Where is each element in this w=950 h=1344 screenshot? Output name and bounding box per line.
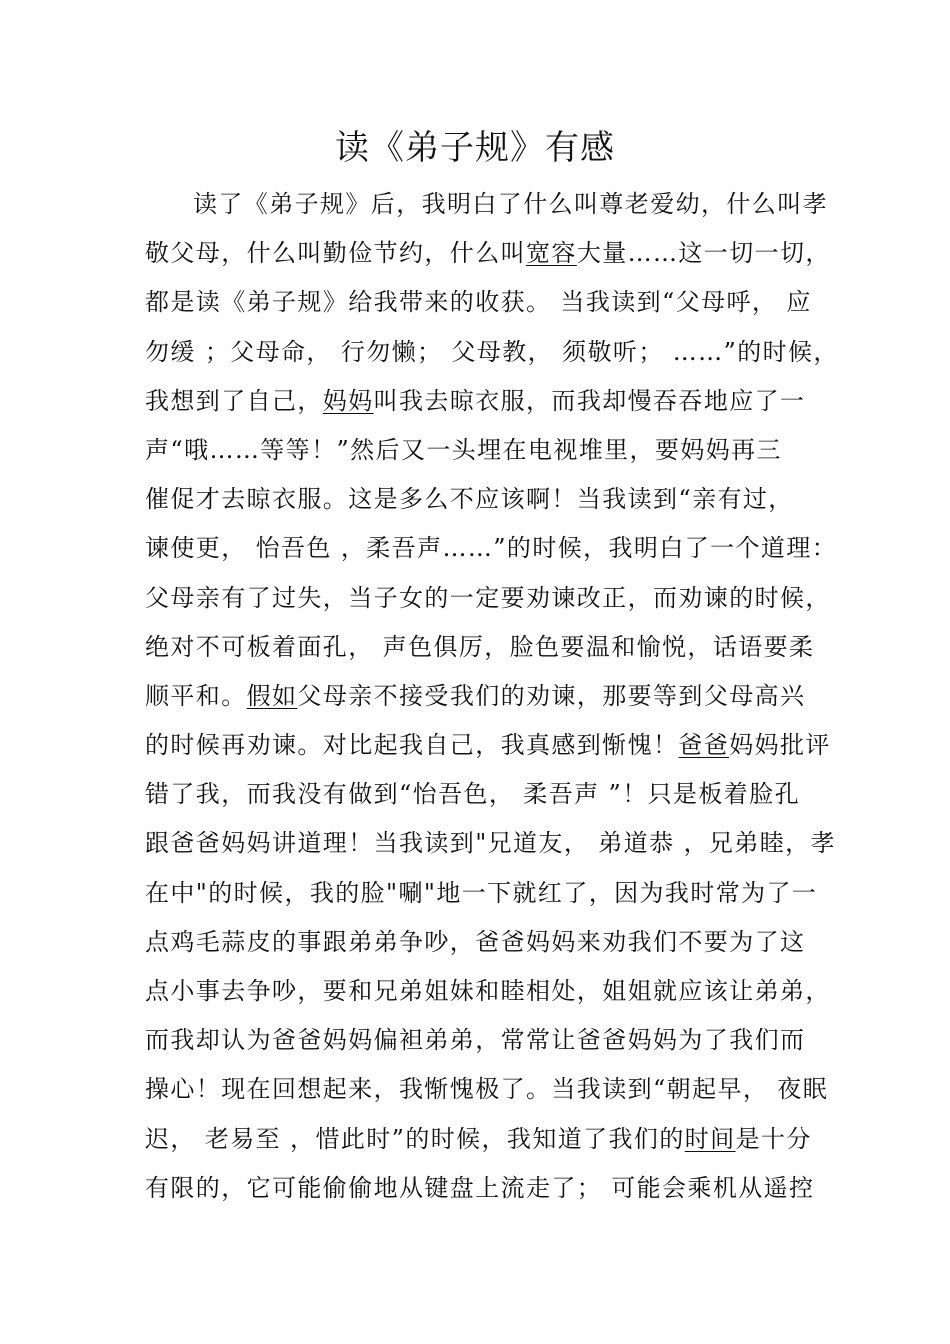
text-line xyxy=(145,1016,825,1065)
text-segment: 而我却认为爸爸妈妈偏袒弟弟，常常让爸爸妈妈为了我们而 xyxy=(145,1026,806,1055)
document-title: 读《弟子规》有感 xyxy=(335,128,615,168)
text-segment: 大量……这一切一切， xyxy=(576,239,831,268)
text-segment: 叫我去晾衣服，而我却慢吞吞地应了一 xyxy=(373,386,806,415)
text-line xyxy=(145,524,838,573)
text-segment: 敬父母，什么叫勤俭节约，什么叫 xyxy=(145,239,526,268)
text-segment: 父母亲不接受我们的劝谏，那要等到父母高兴 xyxy=(297,681,806,710)
text-segment: 谏使更， 怡吾色 ，柔吾声……”的时候，我明白了一个道理： xyxy=(145,534,838,563)
text-line xyxy=(145,672,825,721)
text-line xyxy=(145,1115,825,1164)
text-segment: 迟， 老易至 ，惜此时”的时候，我知道了我们的 xyxy=(145,1124,685,1153)
text-segment: 都是读《弟子规》给我带来的收获。 当我读到“父母呼， 应 xyxy=(145,288,812,317)
text-line xyxy=(145,278,825,327)
text-line xyxy=(145,1065,829,1114)
text-segment: 催促才去晾衣服。这是多么不应该啊！当我读到“亲有过， xyxy=(145,485,794,514)
text-segment: 操心！现在回想起来，我惭愧极了。当我读到“朝起早， 夜眠 xyxy=(145,1075,829,1104)
text-line xyxy=(145,967,831,1016)
text-line xyxy=(145,721,831,770)
underlined-text: 假如 xyxy=(246,681,298,710)
text-segment: 在中"的时候，我的脸"唰"地一下就红了，因为我时常为了一 xyxy=(145,878,818,907)
underlined-text: 宽容 xyxy=(526,239,577,268)
text-line xyxy=(145,770,825,819)
text-segment: 妈妈批评 xyxy=(729,731,831,760)
text-line xyxy=(145,328,839,377)
text-line xyxy=(145,377,825,426)
text-line xyxy=(145,574,831,623)
underlined-text: 妈妈 xyxy=(322,386,374,415)
text-line xyxy=(145,869,825,918)
text-line xyxy=(145,229,831,278)
text-line xyxy=(145,819,836,868)
text-segment: 错了我，而我没有做到“怡吾色， 柔吾声 ”！只是板着脸孔 xyxy=(145,780,800,809)
text-segment: 绝对不可板着面孔， 声色俱厉，脸色要温和愉悦，话语要柔 xyxy=(145,632,815,661)
text-segment: 父母亲有了过失，当子女的一定要劝谏改正，而劝谏的时候， xyxy=(145,583,831,612)
text-line xyxy=(145,623,825,672)
text-segment: 有限的，它可能偷偷地从键盘上流走了； 可能会乘机从遥控 xyxy=(145,1173,815,1202)
text-segment: 是十分 xyxy=(735,1124,812,1153)
document-body xyxy=(145,180,839,1213)
text-segment: 我想到了自己， xyxy=(145,386,323,415)
text-line xyxy=(145,426,825,475)
underlined-text: 时间 xyxy=(684,1124,736,1153)
text-segment: 勿缓 ；父母命， 行勿懒； 父母教， 须敬听； ……”的时候， xyxy=(145,337,839,366)
text-segment: 顺平和。 xyxy=(145,681,247,710)
text-line xyxy=(145,180,828,229)
text-segment: 跟爸爸妈妈讲道理！当我读到"兄道友， 弟道恭 ，兄弟睦，孝 xyxy=(145,829,836,858)
text-line xyxy=(145,1164,825,1213)
text-segment: 读了《弟子规》后，我明白了什么叫尊老爱幼，什么叫孝 xyxy=(193,190,828,218)
text-segment: 声“哦……等等！”然后又一头埋在电视堆里，要妈妈再三 xyxy=(145,435,782,464)
underlined-text: 爸爸 xyxy=(678,731,730,760)
text-segment: 点小事去争吵，要和兄弟姐妹和睦相处，姐姐就应该让弟弟， xyxy=(145,977,831,1005)
text-line xyxy=(145,918,825,967)
text-line xyxy=(145,475,825,524)
text-segment: 的时候再劝谏。对比起我自己，我真感到惭愧！ xyxy=(145,731,679,760)
text-segment: 点鸡毛蒜皮的事跟弟弟争吵，爸爸妈妈来劝我们不要为了这 xyxy=(145,927,806,956)
